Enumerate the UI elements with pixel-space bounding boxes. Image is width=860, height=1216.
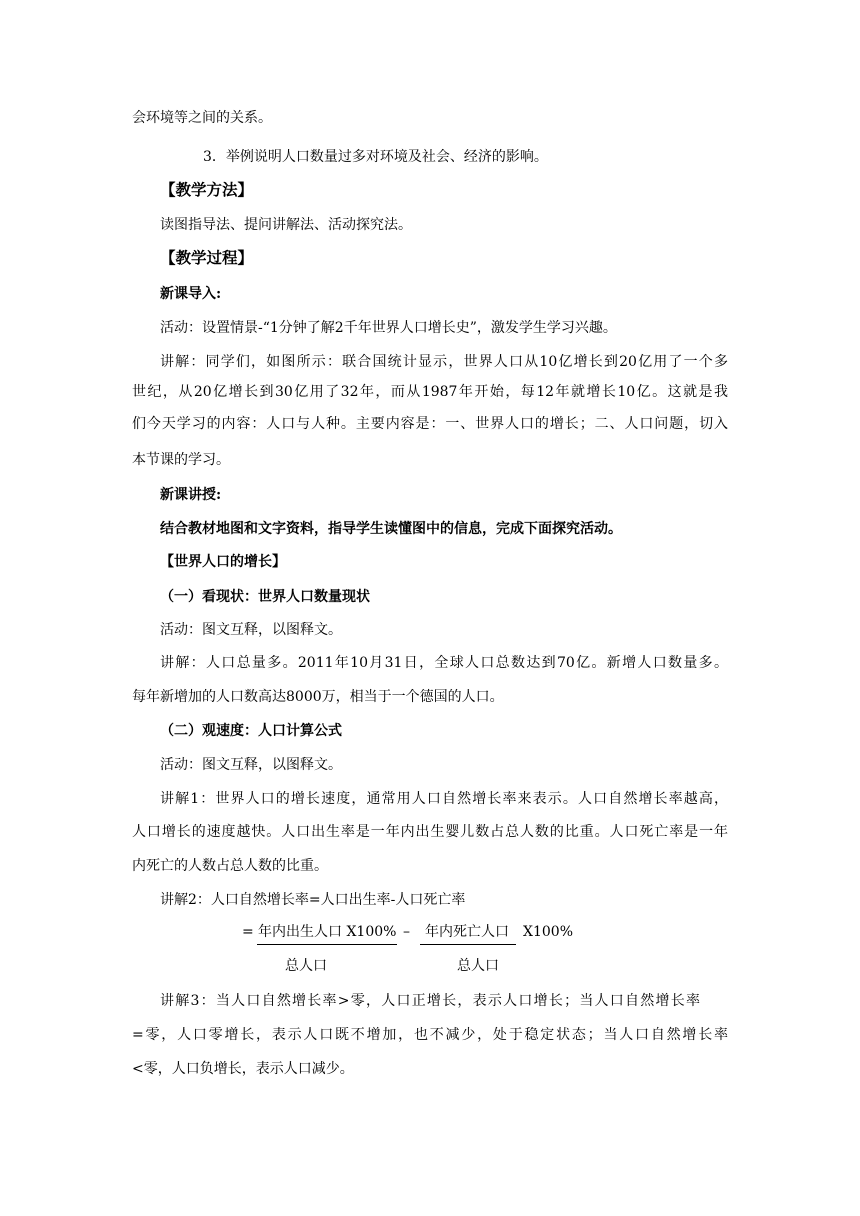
text-line: 内死亡的人数占总人数的比重。 <box>132 858 328 874</box>
text-line: 活动：图文互释，以图释文。 <box>160 622 342 638</box>
formula-minus: – <box>403 924 410 940</box>
text-line: 每年新增加的人口数高达8000万，相当于一个德国的人口。 <box>132 689 504 705</box>
fraction-line <box>257 944 397 945</box>
text-line: 讲解：人口总量多。2011年10月31日，全球人口总数达到70亿。新增人口数量多。 <box>160 655 728 671</box>
text-line: 读图指导法、提问讲解法、活动探究法。 <box>160 217 412 233</box>
subsection-heading-1: （一）看现状：世界人口数量现状 <box>160 589 370 605</box>
subsection-heading-2: （二）观速度：人口计算公式 <box>160 723 342 739</box>
subheading-new-lesson: 新课讲授: <box>160 487 222 503</box>
text-line: 讲解3：当人口自然增长率>零，人口正增长，表示人口增长；当人口自然增长率 <box>160 993 700 1009</box>
formula-equals: = <box>242 924 254 940</box>
heading-teaching-process: 【教学过程】 <box>160 248 254 267</box>
text-line: 活动：设置情景-“1分钟了解2千年世界人口增长史”，激发学生学习兴趣。 <box>160 320 617 336</box>
formula-denominator: 总人口 <box>285 958 327 974</box>
text-line: 活动：图文互释，以图释文。 <box>160 757 342 773</box>
text-line: 讲解：同学们，如图所示：联合国统计显示，世界人口从10亿增长到20亿用了一个多 <box>160 354 728 370</box>
formula-percent: X100% <box>523 924 573 940</box>
text-line: 本节课的学习。 <box>132 452 230 468</box>
fraction-line <box>420 944 516 945</box>
text-line: 们今天学习的内容：人口与人种。主要内容是：一、世界人口的增长；二、人口问题，切入 <box>132 416 728 432</box>
heading-teaching-methods: 【教学方法】 <box>160 180 254 199</box>
objective-item-3: 3．举例说明人口数量过多对环境及社会、经济的影响。 <box>203 149 548 165</box>
text-line: 世纪，从20亿增长到30亿用了32年，而从1987年开始，每12年就增长10亿。这就是我 <box>132 384 728 400</box>
bold-instruction: 结合教材地图和文字资料，指导学生读懂图中的信息，完成下面探究活动。 <box>160 521 622 537</box>
text-line: =零，人口零增长，表示人口既不增加，也不减少，处于稳定状态；当人口自然增长率 <box>132 1027 728 1043</box>
formula-numerator-births: 年内出生人口 X100% <box>258 924 397 940</box>
text-line: 讲解2：人口自然增长率=人口出生率-人口死亡率 <box>160 892 466 908</box>
section-heading-population-growth: 【世界人口的增长】 <box>160 554 286 570</box>
text-line: <零，人口负增长，表示人口减少。 <box>132 1061 354 1077</box>
text-line: 讲解1：世界人口的增长速度，通常用人口自然增长率来表示。人口自然增长率越高， <box>160 791 728 807</box>
subheading-intro: 新课导入: <box>160 286 222 302</box>
text-line: 会环境等之间的关系。 <box>132 110 272 126</box>
text-line: 人口增长的速度越快。人口出生率是一年内出生婴儿数占总人数的比重。人口死亡率是一年 <box>132 824 728 840</box>
formula-denominator: 总人口 <box>457 958 499 974</box>
formula-numerator-deaths: 年内死亡人口 <box>425 924 509 940</box>
